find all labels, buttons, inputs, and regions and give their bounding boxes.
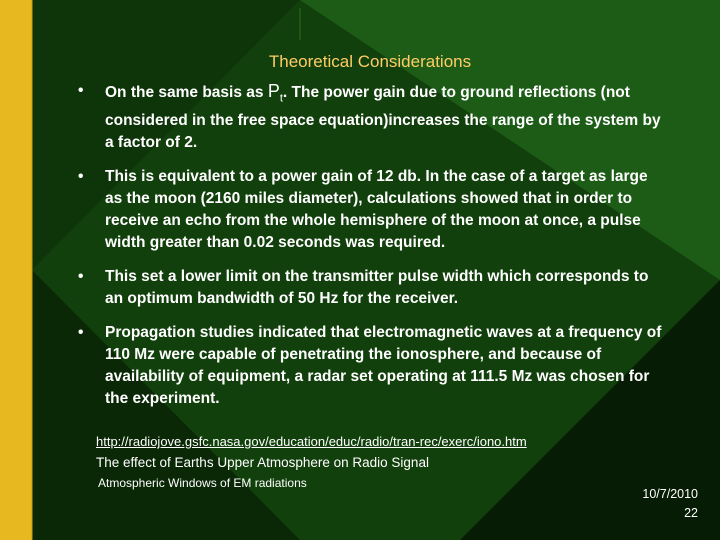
slide-title: Theoretical Considerations	[268, 52, 472, 71]
reference-note: Atmospheric Windows of EM radiations	[98, 476, 307, 490]
bullet-text: Propagation studies indicated that electromagnetic waves at a frequency of 110 Mz were capable of penetrating the ionosphere, and because of availability of equipment, a radar set operating at 111.5 Mz was chosen for the experiment.	[105, 323, 662, 407]
bullet-marker: •	[78, 167, 84, 185]
slide-number: 22	[684, 506, 698, 520]
bullet-item	[78, 166, 668, 254]
footer	[642, 485, 698, 523]
reference-link[interactable]: http://radiojove.gsfc.nasa.gov/education/educ/radio/tran-rec/exerc/iono.htm	[96, 434, 527, 449]
bullet-text-part: On the same basis as	[105, 84, 268, 101]
bullet-list	[78, 80, 668, 422]
bullet-marker: •	[78, 82, 84, 99]
bullet-text-part: . The power gain due to ground reflections (not considered in the free space equation)increases the range of the system by a factor of 2.	[105, 84, 661, 151]
bullet-marker: •	[78, 323, 84, 341]
power-symbol-subscript: t	[279, 92, 283, 105]
reference-title: The effect of Earths Upper Atmosphere on Radio Signal	[96, 455, 429, 470]
power-symbol-letter: P	[267, 81, 280, 101]
slide-date: 10/7/2010	[642, 487, 698, 501]
bullet-text: This set a lower limit on the transmitter pulse width which corresponds to an optimum bandwidth of 50 Hz for the receiver.	[105, 267, 649, 307]
bullet-item	[78, 322, 668, 410]
bullet-item	[78, 266, 668, 310]
bullet-text: This is equivalent to a power gain of 12 db. In the case of a target as large as the moon (2160 miles diameter), calculations showed that in order to receive an echo from the whole hemisphere of the moon at once, a pulse width greater than 0.02 seconds was required.	[105, 167, 648, 251]
power-symbol	[267, 81, 283, 105]
bullet-item	[78, 80, 668, 154]
references	[96, 432, 527, 490]
bullet-marker: •	[78, 267, 84, 285]
